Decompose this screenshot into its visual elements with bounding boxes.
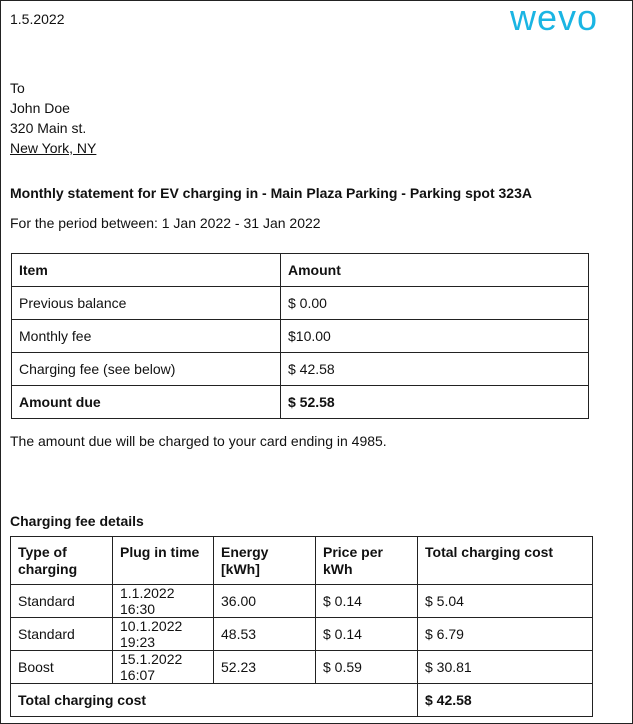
cost-cell: $ 30.81 xyxy=(418,651,593,684)
type-cell: Boost xyxy=(11,651,113,684)
amount-cell: $10.00 xyxy=(281,320,589,353)
statement-title: Monthly statement for EV charging in - Main Plaza Parking - Parking spot 323A xyxy=(10,185,532,201)
statement-date: 1.5.2022 xyxy=(10,11,65,27)
recipient-address xyxy=(10,78,96,158)
logo-text: wevo xyxy=(510,1,599,37)
amount-cell: $ 0.00 xyxy=(281,287,589,320)
item-cell: Previous balance xyxy=(12,287,281,320)
header-type: Type of charging xyxy=(11,537,113,585)
time-cell: 10.1.2022 19:23 xyxy=(113,618,214,651)
cost-cell: $ 6.79 xyxy=(418,618,593,651)
table-row xyxy=(12,353,589,386)
item-cell: Monthly fee xyxy=(12,320,281,353)
wevo-logo xyxy=(510,1,620,42)
summary-table xyxy=(11,253,589,419)
recipient-city: New York, NY xyxy=(10,140,97,156)
cost-cell: $ 5.04 xyxy=(418,585,593,618)
price-cell: $ 0.14 xyxy=(316,618,418,651)
table-row xyxy=(11,585,593,618)
statement-period: For the period between: 1 Jan 2022 - 31 Jan 2022 xyxy=(10,215,321,231)
table-row xyxy=(11,618,593,651)
header-energy: Energy [kWh] xyxy=(214,537,316,585)
price-cell: $ 0.14 xyxy=(316,585,418,618)
energy-cell: 48.53 xyxy=(214,618,316,651)
header-item: Item xyxy=(12,254,281,287)
recipient-street: 320 Main st. xyxy=(10,120,87,136)
time-cell: 15.1.2022 16:07 xyxy=(113,651,214,684)
table-row xyxy=(12,287,589,320)
payment-note: The amount due will be charged to your card ending in 4985. xyxy=(10,433,387,449)
table-row xyxy=(11,651,593,684)
header-amount: Amount xyxy=(281,254,589,287)
energy-cell: 52.23 xyxy=(214,651,316,684)
charging-details-table xyxy=(10,536,593,717)
header-plug-in-time: Plug in time xyxy=(113,537,214,585)
total-charging-label: Total charging cost xyxy=(11,684,418,717)
energy-cell: 36.00 xyxy=(214,585,316,618)
amount-due-value: $ 52.58 xyxy=(281,386,589,419)
item-cell: Charging fee (see below) xyxy=(12,353,281,386)
details-title: Charging fee details xyxy=(10,513,144,529)
price-cell: $ 0.59 xyxy=(316,651,418,684)
header-total-cost: Total charging cost xyxy=(418,537,593,585)
total-charging-value: $ 42.58 xyxy=(418,684,593,717)
table-header-row xyxy=(12,254,589,287)
amount-cell: $ 42.58 xyxy=(281,353,589,386)
type-cell: Standard xyxy=(11,585,113,618)
amount-due-label: Amount due xyxy=(12,386,281,419)
recipient-name: John Doe xyxy=(10,100,70,116)
table-header-row xyxy=(11,537,593,585)
total-row xyxy=(11,684,593,717)
table-row xyxy=(12,320,589,353)
header-price: Price per kWh xyxy=(316,537,418,585)
total-row xyxy=(12,386,589,419)
time-cell: 1.1.2022 16:30 xyxy=(113,585,214,618)
type-cell: Standard xyxy=(11,618,113,651)
address-to: To xyxy=(10,80,25,96)
